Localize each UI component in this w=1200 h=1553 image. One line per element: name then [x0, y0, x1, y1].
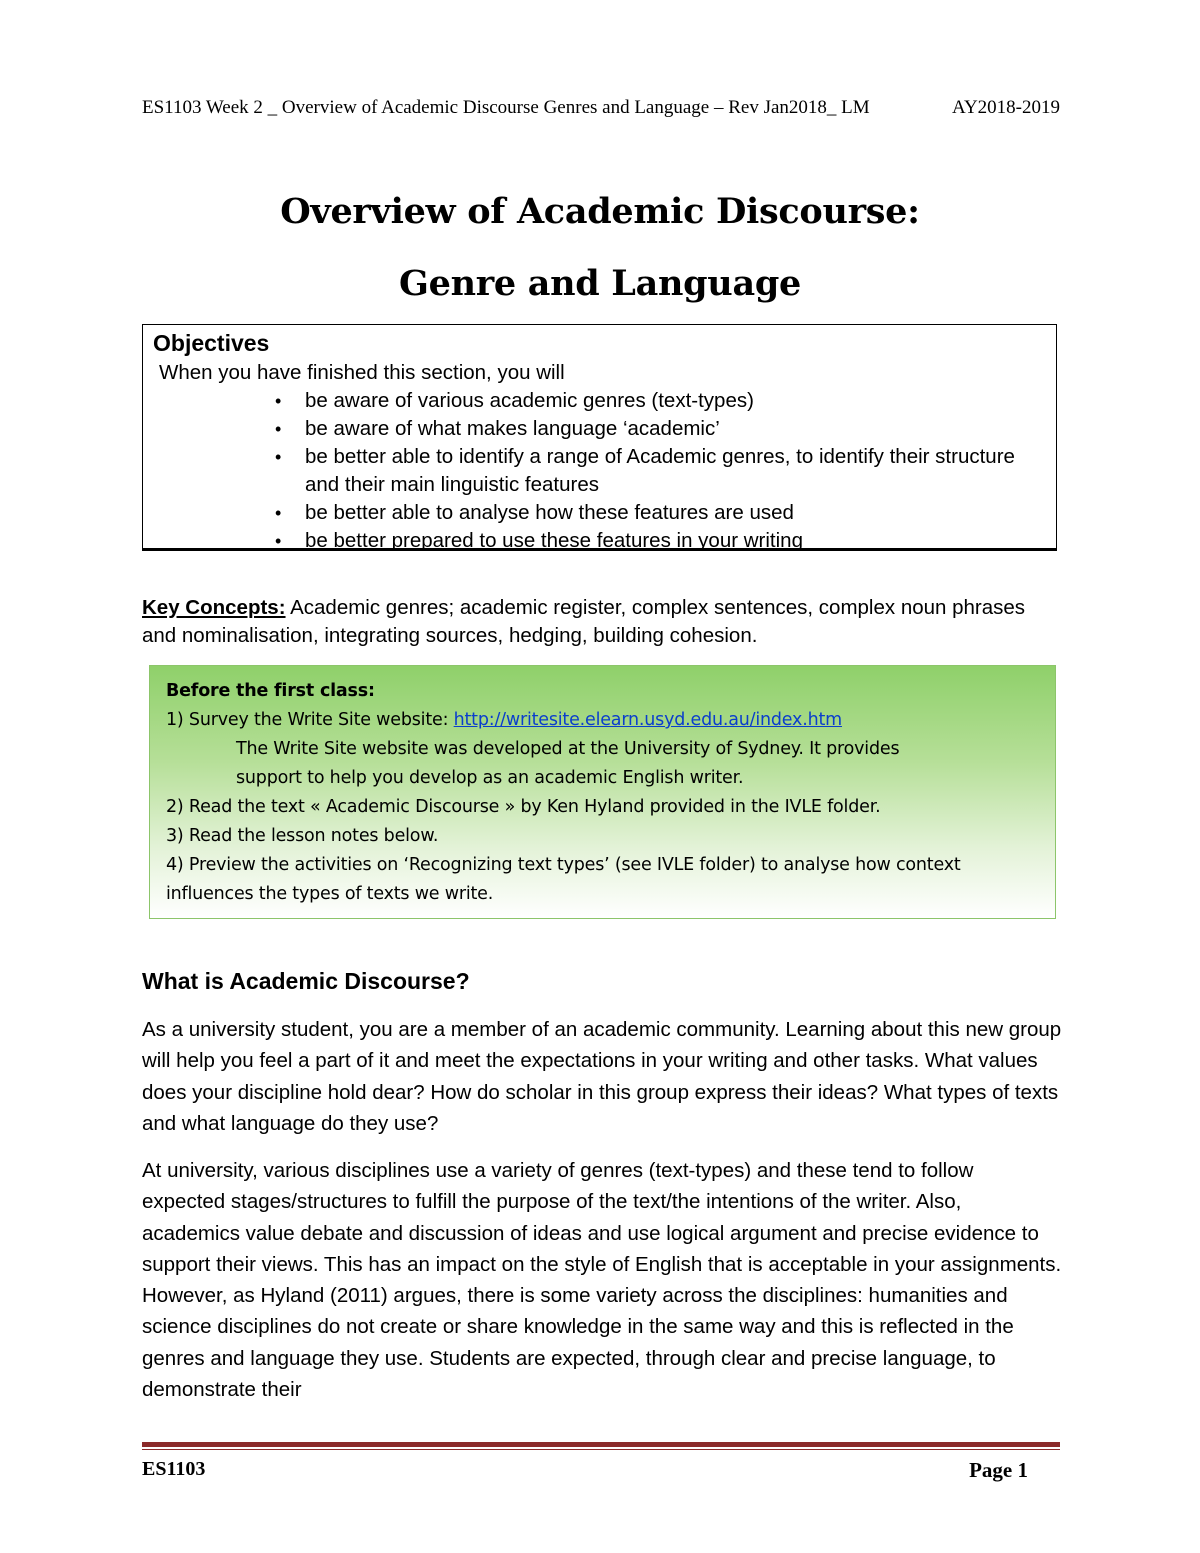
before-class-item-1: [166, 706, 842, 735]
before-class-item-1-note-1: The Write Site website was developed at the University of Sydney. It provides: [236, 739, 900, 759]
before-class-item-4-line-1: 4) Preview the activities on ‘Recognizing text types’ (see IVLE folder) to analyse how context: [166, 855, 961, 875]
key-concepts-text: Academic genres; academic register, complex sentences, complex noun phrases and nominalisation, integrating sources, hedging, building cohesion.: [142, 596, 1026, 647]
key-concepts-label: Key Concepts:: [142, 596, 286, 619]
list-item: [143, 387, 1045, 415]
page-subtitle: Genre and Language: [399, 263, 801, 304]
objectives-intro: When you have finished this section, you will: [159, 361, 565, 384]
header-course-title: ES1103 Week 2 _ Overview of Academic Discourse Genres and Language – Rev Jan2018_ LM: [142, 97, 870, 118]
objectives-box: [142, 324, 1057, 551]
key-concepts: [142, 594, 1062, 650]
objectives-heading: Objectives: [153, 330, 270, 356]
before-class-heading: Before the first class:: [166, 681, 375, 701]
bullet-icon: •: [275, 419, 282, 439]
write-site-link[interactable]: http://writesite.elearn.usyd.edu.au/index.htm: [453, 710, 842, 730]
before-class-item-3: 3) Read the lesson notes below.: [166, 826, 439, 846]
header-academic-year: AY2018-2019: [951, 97, 1060, 118]
section-heading: What is Academic Discourse?: [142, 968, 470, 994]
list-item: [143, 443, 1045, 499]
paragraph-2: At university, various disciplines use a variety of genres (text-types) and these tend to follow expected stages/structures to fulfill the purpose of the text/the intentions of the writer. Also, academics value debate and discussion of ideas and use logical argument and precise evidence to support their views. This has an impact on the style of English that is acceptable in your assignments. However, as Hyland (2011) argues, there is some variety across the disciplines: humanities and science disciplines do not create or share knowledge in the same way and this is reflected in the genres and language they use. Students are expected, through clear and precise language, to demonstrate their: [142, 1159, 1062, 1402]
paragraph-1: As a university student, you are a member of an academic community. Learning about this new group will help you feel a part of it and meet the expectations in your writing and other tasks. What values does your discipline hold dear? How do scholar in this group express their ideas? What types of texts and what language do they use?: [142, 1018, 1062, 1135]
objective-text: be aware of various academic genres (text-types): [305, 389, 754, 412]
objective-text: be aware of what makes language ‘academic’: [305, 417, 720, 440]
footer-course-code: ES1103: [142, 1458, 206, 1480]
bullet-icon: •: [275, 503, 282, 523]
bullet-icon: •: [275, 391, 282, 411]
list-item: [143, 499, 1045, 527]
list-item: [143, 415, 1045, 443]
before-class-box: [149, 665, 1056, 919]
objective-text: be better able to identify a range of Academic genres, to identify their structure and their main linguistic features: [305, 445, 1015, 496]
before-class-item-1-note-2: support to help you develop as an academic English writer.: [236, 768, 744, 788]
objective-text: be better able to analyse how these features are used: [305, 501, 794, 524]
footer-divider-thin: [142, 1449, 1060, 1450]
footer-divider: [142, 1442, 1060, 1447]
before-class-item-4-line-2: influences the types of texts we write.: [166, 884, 494, 904]
objectives-list: [143, 387, 1045, 555]
footer-page-number: Page 1: [969, 1458, 1028, 1482]
bullet-icon: •: [275, 447, 282, 467]
list-item: [143, 527, 1045, 555]
bullet-icon: •: [275, 531, 282, 551]
item-1-text: 1) Survey the Write Site website:: [166, 710, 454, 730]
page-title: Overview of Academic Discourse:: [280, 191, 920, 232]
before-class-item-2: 2) Read the text « Academic Discourse » by Ken Hyland provided in the IVLE folder.: [166, 797, 881, 817]
objective-text: be better prepared to use these features in your writing: [305, 529, 803, 552]
